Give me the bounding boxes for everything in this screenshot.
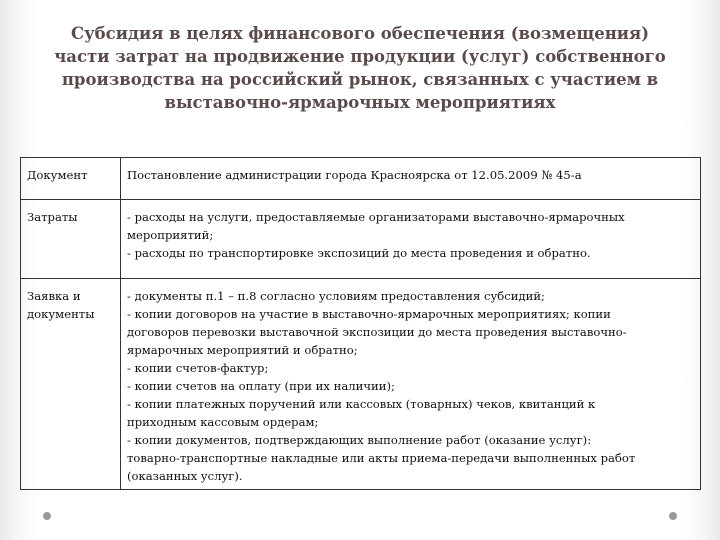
row-content-line: - расходы по транспортировке экспозиций до места проведения и обратно. — [127, 246, 591, 260]
row-content-cell — [121, 158, 701, 200]
row-label: Документ — [27, 168, 88, 182]
row-content-cell — [121, 200, 701, 279]
row-content-line: - копии счетов-фактур; — [127, 361, 269, 375]
row-content-line: - документы п.1 – п.8 согласно условиям предоставления субсидий; — [127, 289, 545, 303]
row-content-line: Постановление администрации города Красноярска от 12.05.2009 № 45-а — [127, 168, 582, 182]
row-content-line: - копии платежных поручений или кассовых (товарных) чеков, квитанций к — [127, 397, 596, 411]
info-table — [20, 157, 701, 490]
title-line: части затрат на продвижение продукции (услуг) собственного — [54, 47, 666, 66]
row-content-line: товарно-транспортные накладные или акты приема-передачи выполненных работ — [127, 451, 636, 465]
slide-title — [30, 22, 690, 114]
decorative-dot-icon — [669, 512, 677, 520]
title-line: Субсидия в целях финансового обеспечения (возмещения) — [70, 24, 650, 43]
title-line: производства на российский рынок, связанных с участием в — [61, 70, 659, 89]
row-label-cell — [21, 158, 121, 200]
row-label: Затраты — [27, 210, 78, 224]
row-content-line: - расходы на услуги, предоставляемые организаторами выставочно-ярмарочных — [127, 210, 625, 224]
row-content-line: - копии договоров на участие в выставочно-ярмарочных мероприятиях; копии — [127, 307, 611, 321]
row-label-cell — [21, 200, 121, 279]
row-content-line: ярмарочных мероприятий и обратно; — [127, 343, 358, 357]
row-label-cell — [21, 279, 121, 490]
title-line: выставочно-ярмарочных мероприятиях — [164, 93, 556, 112]
decorative-dot-icon — [43, 512, 51, 520]
row-label: документы — [27, 307, 95, 321]
table-row-document — [21, 158, 701, 200]
table-row-application — [21, 279, 701, 490]
row-content-line: договоров перевозки выставочной экспозиции до места проведения выставочно- — [127, 325, 627, 339]
row-content-line: мероприятий; — [127, 228, 214, 242]
row-content-line: - копии документов, подтверждающих выполнение работ (оказание услуг): — [127, 433, 592, 447]
row-content-line: приходным кассовым ордерам; — [127, 415, 319, 429]
row-content-cell — [121, 279, 701, 490]
row-content-line: (оказанных услуг). — [127, 469, 243, 483]
row-content-line: - копии счетов на оплату (при их наличии); — [127, 379, 395, 393]
table-row-costs — [21, 200, 701, 279]
row-label: Заявка и — [27, 289, 81, 303]
